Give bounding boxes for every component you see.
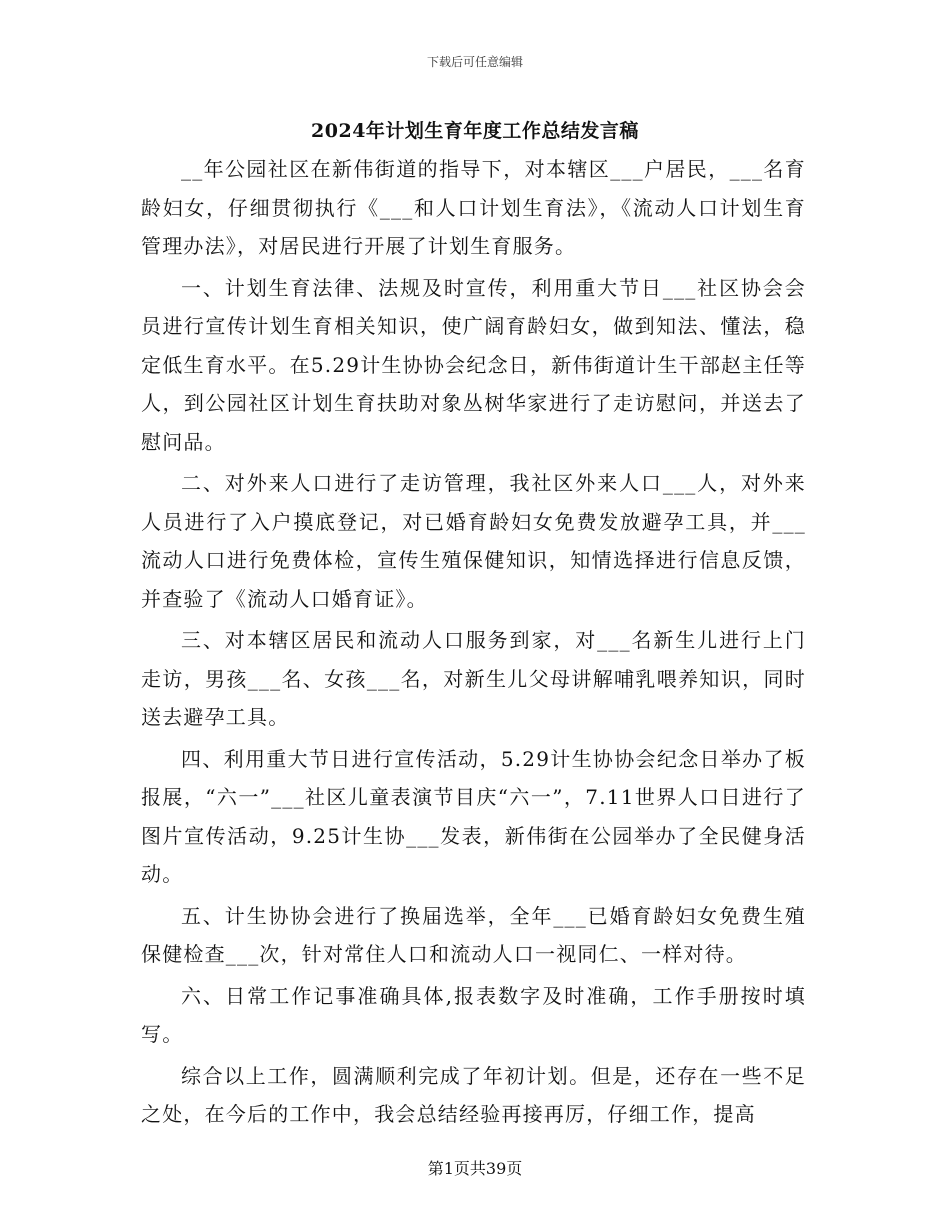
paragraph-4: 四、利用重大节日进行宣传活动，5.29计生协协会纪念日举办了板报展，“六一”___社区儿童表演节目庆“六一”，7.11世界人口日进行了图片宣传活动，9.25计生协___发表，新伟街在公园举办了全民健身活动。 bbox=[141, 746, 806, 886]
paragraph-3: 三、对本辖区居民和流动人口服务到家，对___名新生儿进行上门走访，男孩___名、女孩___名，对新生儿父母讲解哺乳喂养知识，同时送去避孕工具。 bbox=[141, 628, 806, 729]
document-body bbox=[141, 150, 806, 1137]
paragraph-intro: __年公园社区在新伟街道的指导下，对本辖区___户居民，___名育龄妇女，仔细贯彻执行《___和人口计划生育法》，《流动人口计划生育管理办法》，对居民进行开展了计划生育服务。 bbox=[141, 157, 806, 258]
paragraph-1: 一、计划生育法律、法规及时宣传，利用重大节日___社区协会会员进行宣传计划生育相关知识，使广阔育龄妇女，做到知法、懂法，稳定低生育水平。在5.29计生协协会纪念日，新伟街道计生干部赵主任等人，到公园社区计划生育扶助对象丛树华家进行了走访慰问，并送去了慰问品。 bbox=[141, 275, 806, 454]
paragraph-summary: 综合以上工作，圆满顺利完成了年初计划。但是，还存在一些不足之处，在今后的工作中，我会总结经验再接再厉，仔细工作，提高 bbox=[141, 1063, 806, 1126]
paragraph-2: 二、对外来人口进行了走访管理，我社区外来人口___人，对外来人员进行了入户摸底登记，对已婚育龄妇女免费发放避孕工具，并___流动人口进行免费体检，宣传生殖保健知识，知情选择进行信息反馈，并查验了《流动人口婚育证》。 bbox=[141, 471, 806, 611]
page-number: 第1页共39页 bbox=[427, 1159, 523, 1178]
page-header: 下载后可任意编辑 bbox=[426, 55, 523, 69]
paragraph-6: 六、日常工作记事准确具体,报表数字及时准确，工作手册按时填写。 bbox=[141, 983, 806, 1046]
paragraph-5: 五、计生协协会进行了换届选举，全年___已婚育龄妇女免费生殖保健检查___次，针对常住人口和流动人口一视同仁、一样对待。 bbox=[141, 903, 806, 966]
document-title: 2024年计划生育年度工作总结发言稿 bbox=[311, 120, 639, 142]
